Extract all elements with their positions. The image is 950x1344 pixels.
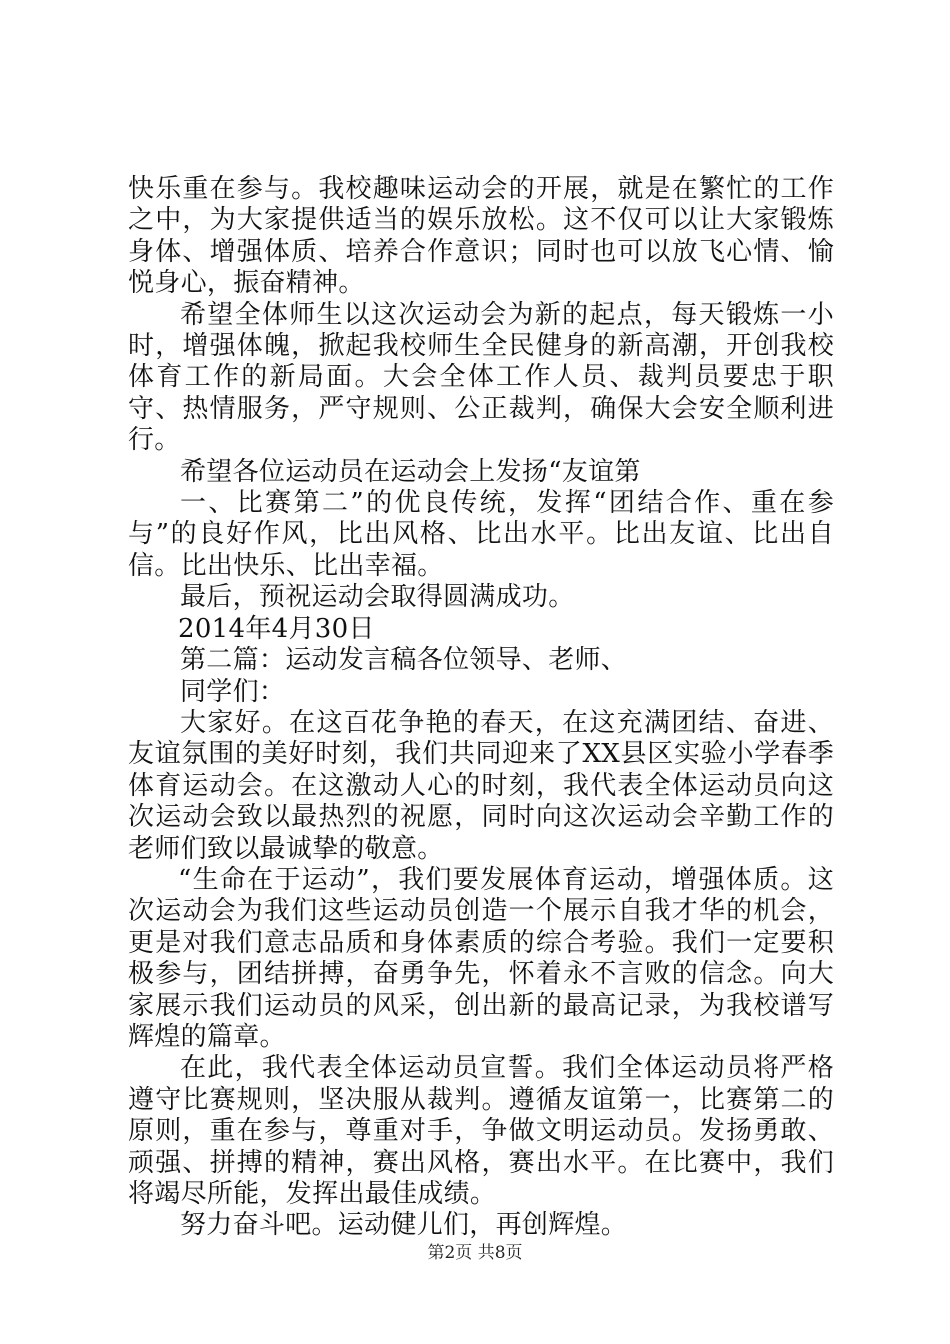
paragraph-2: 希望全体师生以这次运动会为新的起点，每天锻炼一小时，增强体魄，掀起我校师生全民健身的新高潮，开创我校体育工作的新局面。大会全体工作人员、裁判员要忠于职守、热情服务，严守规则、公正裁判，确保大会安全顺利进行。 — [128, 299, 834, 456]
salutation: 同学们： — [180, 676, 286, 707]
section-heading: 第二篇：运动发言稿各位领导、老师、 — [180, 645, 628, 676]
paragraph-12: 努力奋斗吧。运动健儿们，再创辉煌。 — [180, 1210, 628, 1241]
paragraph-5: 最后，预祝运动会取得圆满成功。 — [180, 582, 575, 613]
paragraph-4: 一、比赛第二”的优良传统，发挥“团结合作、重在参与”的良好作风，比出风格、比出水平。比出友谊、比出自信。比出快乐、比出幸福。 — [128, 488, 834, 581]
document-body — [128, 174, 834, 1242]
paragraph-1: 快乐重在参与。我校趣味运动会的开展，就是在繁忙的工作之中，为大家提供适当的娱乐放松。这不仅可以让大家锻炼身体、增强体质、培养合作意识；同时也可以放飞心情、愉悦身心，振奋精神。 — [128, 174, 834, 299]
page-footer: 第2页 共8页 — [427, 1243, 523, 1263]
paragraph-11: 在此，我代表全体运动员宣誓。我们全体运动员将严格遵守比赛规则，坚决服从裁判。遵循友谊第一，比赛第二的原则，重在参与，尊重对手，争做文明运动员。发扬勇敢、顽强、拼搏的精神，赛出风格，赛出水平。在比赛中，我们将竭尽所能，发挥出最佳成绩。 — [128, 1053, 834, 1209]
date-line: 2014年4月30日 — [178, 613, 375, 644]
paragraph-9: 大家好。在这百花争艳的春天，在这充满团结、奋进、友谊氛围的美好时刻，我们共同迎来了XX县区实验小学春季体育运动会。在这激动人心的时刻，我代表全体运动员向这次运动会致以最热烈的祝愿，同时向这次运动会辛勤工作的老师们致以最诚挚的敬意。 — [128, 707, 834, 864]
paragraph-3: 希望各位运动员在运动会上发扬“友谊第 — [180, 456, 641, 487]
paragraph-10: “生命在于运动”，我们要发展体育运动，增强体质。这次运动会为我们这些运动员创造一个展示自我才华的机会，更是对我们意志品质和身体素质的综合考验。我们一定要积极参与，团结拼搏，奋勇争先，怀着永不言败的信念。向大家展示我们运动员的风采，创出新的最高记录，为我校谱写辉煌的篇章。 — [128, 864, 834, 1052]
